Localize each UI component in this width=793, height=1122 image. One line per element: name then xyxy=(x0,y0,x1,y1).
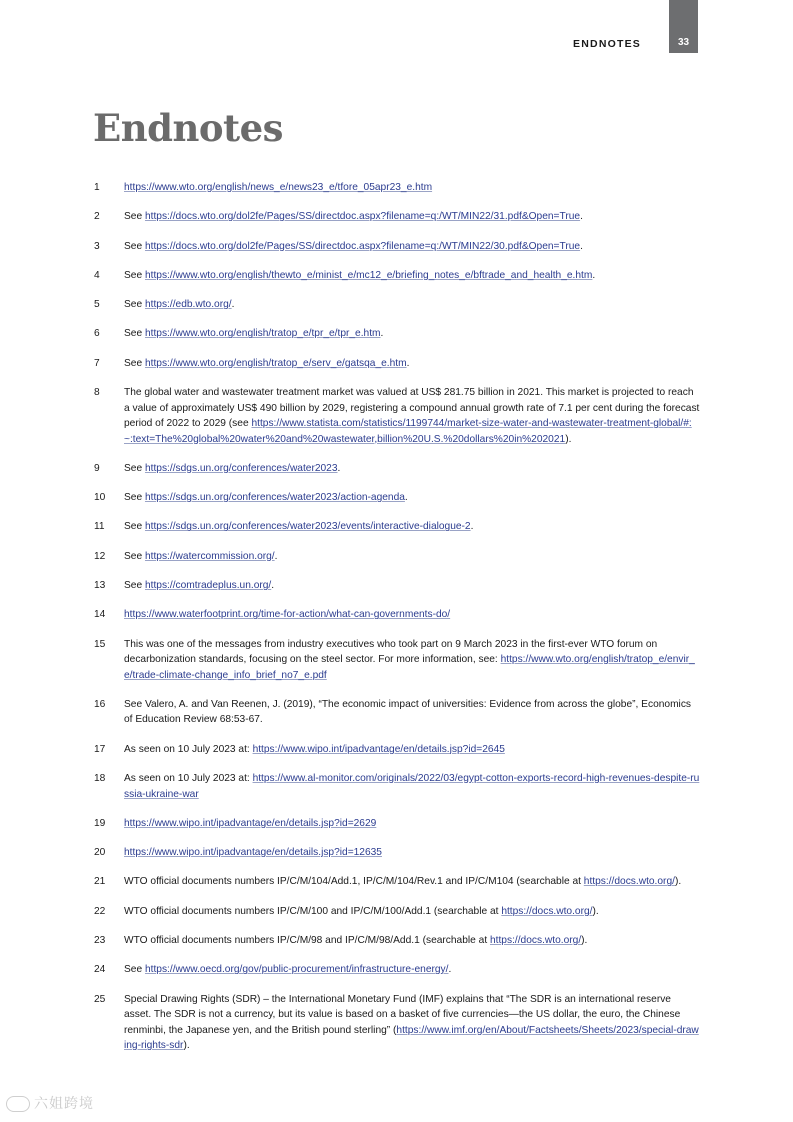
endnote-text xyxy=(124,358,409,369)
endnote-number: 12 xyxy=(94,550,106,562)
endnote-number: 20 xyxy=(94,847,106,859)
endnote-link[interactable]: https://www.statista.com/statistics/1199744/market-size-water-and-wastewater-treatment-global/#:~:text=The%20global%20water%20and%20wastewater,billion%20U.S.%20dollars%20in%202021 xyxy=(124,418,692,445)
endnote-text xyxy=(124,639,695,681)
endnote-number: 4 xyxy=(94,269,100,281)
endnote-text xyxy=(124,182,432,193)
watermark xyxy=(6,1093,94,1113)
endnote-number: 15 xyxy=(94,638,106,650)
endnote-text xyxy=(124,699,691,726)
endnote-link[interactable]: https://docs.wto.org/ xyxy=(501,905,593,917)
endnote-text-segment: ). xyxy=(581,935,588,947)
endnote-text-segment: . xyxy=(580,240,583,252)
endnote-link[interactable]: https://docs.wto.org/ xyxy=(489,935,582,947)
endnote-number: 2 xyxy=(94,211,100,223)
endnote-17 xyxy=(94,742,700,758)
endnote-text-segment: WTO official documents numbers IP/C/M/104/Add.1, IP/C/M/104/Rev.1 and IP/C/M104 (searchable at xyxy=(124,876,584,888)
endnote-text-segment: See xyxy=(124,269,145,281)
endnote-text xyxy=(124,387,699,445)
endnote-number: 8 xyxy=(94,387,100,399)
endnote-text-segment: See xyxy=(124,240,145,252)
endnote-text xyxy=(124,492,408,503)
endnote-number: 17 xyxy=(94,743,106,755)
endnote-number: 21 xyxy=(94,876,106,888)
endnote-text-segment: . xyxy=(592,269,596,281)
endnote-number: 3 xyxy=(94,240,100,252)
endnote-number: 7 xyxy=(94,357,100,369)
page-title: Endnotes xyxy=(93,106,284,150)
endnote-text xyxy=(124,818,376,829)
endnote-number: 16 xyxy=(94,698,106,710)
endnote-number: 18 xyxy=(94,773,106,785)
endnote-link[interactable]: https://www.wto.org/english/thewto_e/minist_e/mc12_e/briefing_notes_e/bftrade_and_health_e.htm xyxy=(144,269,593,281)
endnote-5 xyxy=(94,297,700,313)
endnote-link[interactable]: https://sdgs.un.org/conferences/water2023 xyxy=(144,462,338,474)
endnote-text-segment: WTO official documents numbers IP/C/M/98 and IP/C/M/98/Add.1 (searchable at xyxy=(124,935,490,947)
endnote-text-segment: See xyxy=(124,580,145,592)
endnote-text xyxy=(124,964,451,975)
endnote-1 xyxy=(94,180,700,196)
endnote-text-segment: See xyxy=(124,328,145,340)
endnote-18 xyxy=(94,771,700,802)
endnote-4 xyxy=(94,268,700,284)
endnote-9 xyxy=(94,461,700,477)
endnote-text xyxy=(124,773,699,800)
endnote-number: 13 xyxy=(94,580,106,592)
endnote-link[interactable]: https://sdgs.un.org/conferences/water2023/action-agenda xyxy=(144,492,405,504)
endnote-link[interactable]: https://www.oecd.org/gov/public-procurement/infrastructure-energy/ xyxy=(144,964,449,976)
endnote-number: 25 xyxy=(94,993,106,1005)
endnote-20 xyxy=(94,845,700,861)
page-number: 33 xyxy=(677,37,690,48)
endnote-6 xyxy=(94,326,700,342)
endnote-text-segment: As seen on 10 July 2023 at: xyxy=(124,773,253,785)
endnote-link[interactable]: https://www.wto.org/english/news_e/news23_e/tfore_05apr23_e.htm xyxy=(124,182,433,193)
endnote-text-segment: . xyxy=(274,550,278,562)
watermark-logo-icon xyxy=(6,1096,30,1112)
endnote-text-segment: As seen on 10 July 2023 at: xyxy=(124,743,253,755)
endnote-15 xyxy=(94,637,700,684)
endnote-text-segment: . xyxy=(470,521,474,533)
endnote-text xyxy=(124,463,340,474)
endnote-19 xyxy=(94,816,700,832)
endnote-text-segment: See xyxy=(124,462,145,474)
endnote-text xyxy=(124,876,681,887)
endnote-link[interactable]: https://docs.wto.org/dol2fe/Pages/SS/directdoc.aspx?filename=q:/WT/MIN22/30.pdf&Open=True xyxy=(144,240,581,252)
endnote-text-segment: . xyxy=(404,492,408,504)
endnote-link[interactable]: https://www.waterfootprint.org/time-for-action/what-can-governments-do/ xyxy=(124,609,451,621)
endnote-25 xyxy=(94,992,700,1054)
page-number-tab xyxy=(669,0,698,53)
endnote-number: 9 xyxy=(94,462,100,474)
endnote-22 xyxy=(94,904,700,920)
endnote-number: 6 xyxy=(94,328,100,340)
endnote-text-segment: . xyxy=(337,462,341,474)
endnote-link[interactable]: https://www.wto.org/english/tratop_e/serv_e/gatsqa_e.htm xyxy=(144,357,407,369)
endnote-text-segment: . xyxy=(231,299,235,311)
page-header xyxy=(0,0,793,60)
endnote-text-segment: . xyxy=(271,580,275,592)
endnote-link[interactable]: https://sdgs.un.org/conferences/water2023/events/interactive-dialogue-2 xyxy=(144,521,471,533)
endnote-2 xyxy=(94,209,700,225)
endnote-text xyxy=(124,211,583,222)
endnote-text-segment: See xyxy=(124,211,145,223)
endnote-text xyxy=(124,328,383,339)
endnote-number: 19 xyxy=(94,817,106,829)
endnote-number: 5 xyxy=(94,299,100,311)
endnote-text xyxy=(124,299,234,310)
endnote-text xyxy=(124,994,699,1052)
endnote-text-segment: ). xyxy=(674,876,682,888)
endnote-21 xyxy=(94,874,700,890)
endnote-link[interactable]: https://www.wipo.int/ipadvantage/en/details.jsp?id=12635 xyxy=(124,847,382,859)
endnote-link[interactable]: https://www.imf.org/en/About/Factsheets/Sheets/2023/special-drawing-rights-sdr xyxy=(124,1024,699,1052)
endnote-11 xyxy=(94,519,700,535)
endnote-12 xyxy=(94,549,700,565)
section-label: ENDNOTES xyxy=(573,38,641,50)
endnote-text-segment: This was one of the messages from industry executives who took part on 9 March 2023 in the first-ever WTO forum on decarbonization standards, focusing on the steel sector. For more information, see: xyxy=(124,638,658,666)
endnote-10 xyxy=(94,490,700,506)
endnote-number: 14 xyxy=(94,609,106,621)
endnote-text xyxy=(124,270,595,281)
endnote-8 xyxy=(94,385,700,447)
endnote-link[interactable]: https://www.al-monitor.com/originals/2022/03/egypt-cotton-exports-record-high-revenues-despite-russia-ukraine-war xyxy=(124,773,700,800)
endnote-text-segment: See xyxy=(124,550,145,562)
watermark-text: 六姐跨境 xyxy=(34,1095,94,1111)
endnote-text-segment: WTO official documents numbers IP/C/M/100 and IP/C/M/100/Add.1 (searchable at xyxy=(124,905,502,917)
endnote-7 xyxy=(94,356,700,372)
endnote-number: 22 xyxy=(94,905,106,917)
endnote-link[interactable]: https://www.wto.org/english/tratop_e/envir_e/trade-climate-change_info_brief_no7_e.pdf xyxy=(124,654,695,681)
endnote-16 xyxy=(94,697,700,728)
endnote-text xyxy=(124,551,277,562)
endnote-number: 24 xyxy=(94,964,106,976)
endnote-text-segment: . xyxy=(406,357,410,369)
endnote-number: 23 xyxy=(94,935,106,947)
endnote-text-segment: The global water and wastewater treatment market was valued at US$ 281.75 billion in 2021. This market is projected to reach a value of approximately US$ 490 billion by 2029, registering a compound annual growth rate of 7.1 per cent during the forecast period of 2022 to 2029 (see xyxy=(124,387,700,430)
endnote-text-segment: See Valero, A. and Van Reenen, J. (2019), “The economic impact of universities: Evidence from across the globe”, Economics of Education Review 68:53-67. xyxy=(124,698,692,726)
endnote-text xyxy=(124,609,450,620)
endnote-text-segment: . xyxy=(580,211,583,223)
endnote-text xyxy=(124,847,382,858)
endnote-text xyxy=(124,906,599,917)
endnote-text-segment: See xyxy=(124,521,145,533)
endnote-text-segment: See xyxy=(124,299,145,311)
endnote-text-segment: See xyxy=(124,357,145,369)
endnote-number: 10 xyxy=(94,492,106,504)
endnote-text-segment: ). xyxy=(183,1040,190,1052)
endnote-link[interactable]: https://edb.wto.org/ xyxy=(144,299,232,311)
endnote-text-segment: Special Drawing Rights (SDR) – the International Monetary Fund (IMF) explains that “The SDR is an international reserve asset. The SDR is not a currency, but its value is based on a basket of five currencies—the US dollar, the euro, the Chinese renminbi, the Japanese yen, and the British pound sterling” ( xyxy=(124,993,681,1036)
endnote-text xyxy=(124,935,587,946)
endnote-text-segment: See xyxy=(124,964,145,976)
endnote-text xyxy=(124,521,473,532)
endnote-link[interactable]: https://comtradeplus.un.org/ xyxy=(144,580,272,592)
endnote-3 xyxy=(94,239,700,255)
endnote-13 xyxy=(94,578,700,594)
endnote-link[interactable]: https://www.wipo.int/ipadvantage/en/details.jsp?id=2645 xyxy=(252,743,505,755)
endnote-link[interactable]: https://docs.wto.org/dol2fe/Pages/SS/directdoc.aspx?filename=q:/WT/MIN22/31.pdf&Open=True xyxy=(144,211,581,223)
endnote-text-segment: ). xyxy=(565,433,572,445)
endnote-24 xyxy=(94,962,700,978)
endnote-link[interactable]: https://watercommission.org/ xyxy=(144,550,275,562)
endnote-23 xyxy=(94,933,700,949)
endnote-link[interactable]: https://docs.wto.org/ xyxy=(583,876,675,888)
endnote-14 xyxy=(94,607,700,623)
endnote-text xyxy=(124,580,274,591)
endnote-number: 1 xyxy=(94,182,100,193)
endnote-link[interactable]: https://www.wipo.int/ipadvantage/en/details.jsp?id=2629 xyxy=(124,817,377,829)
endnote-text-segment: . xyxy=(448,964,452,976)
endnote-link[interactable]: https://www.wto.org/english/tratop_e/tpr_e/tpr_e.htm xyxy=(144,328,381,340)
endnote-text xyxy=(124,744,505,755)
endnote-text-segment: See xyxy=(124,492,145,504)
endnote-number: 11 xyxy=(94,521,105,533)
endnote-text-segment: ). xyxy=(592,905,599,917)
endnotes-list xyxy=(94,180,700,1054)
endnote-text xyxy=(124,241,583,252)
endnote-text-segment: . xyxy=(380,328,384,340)
